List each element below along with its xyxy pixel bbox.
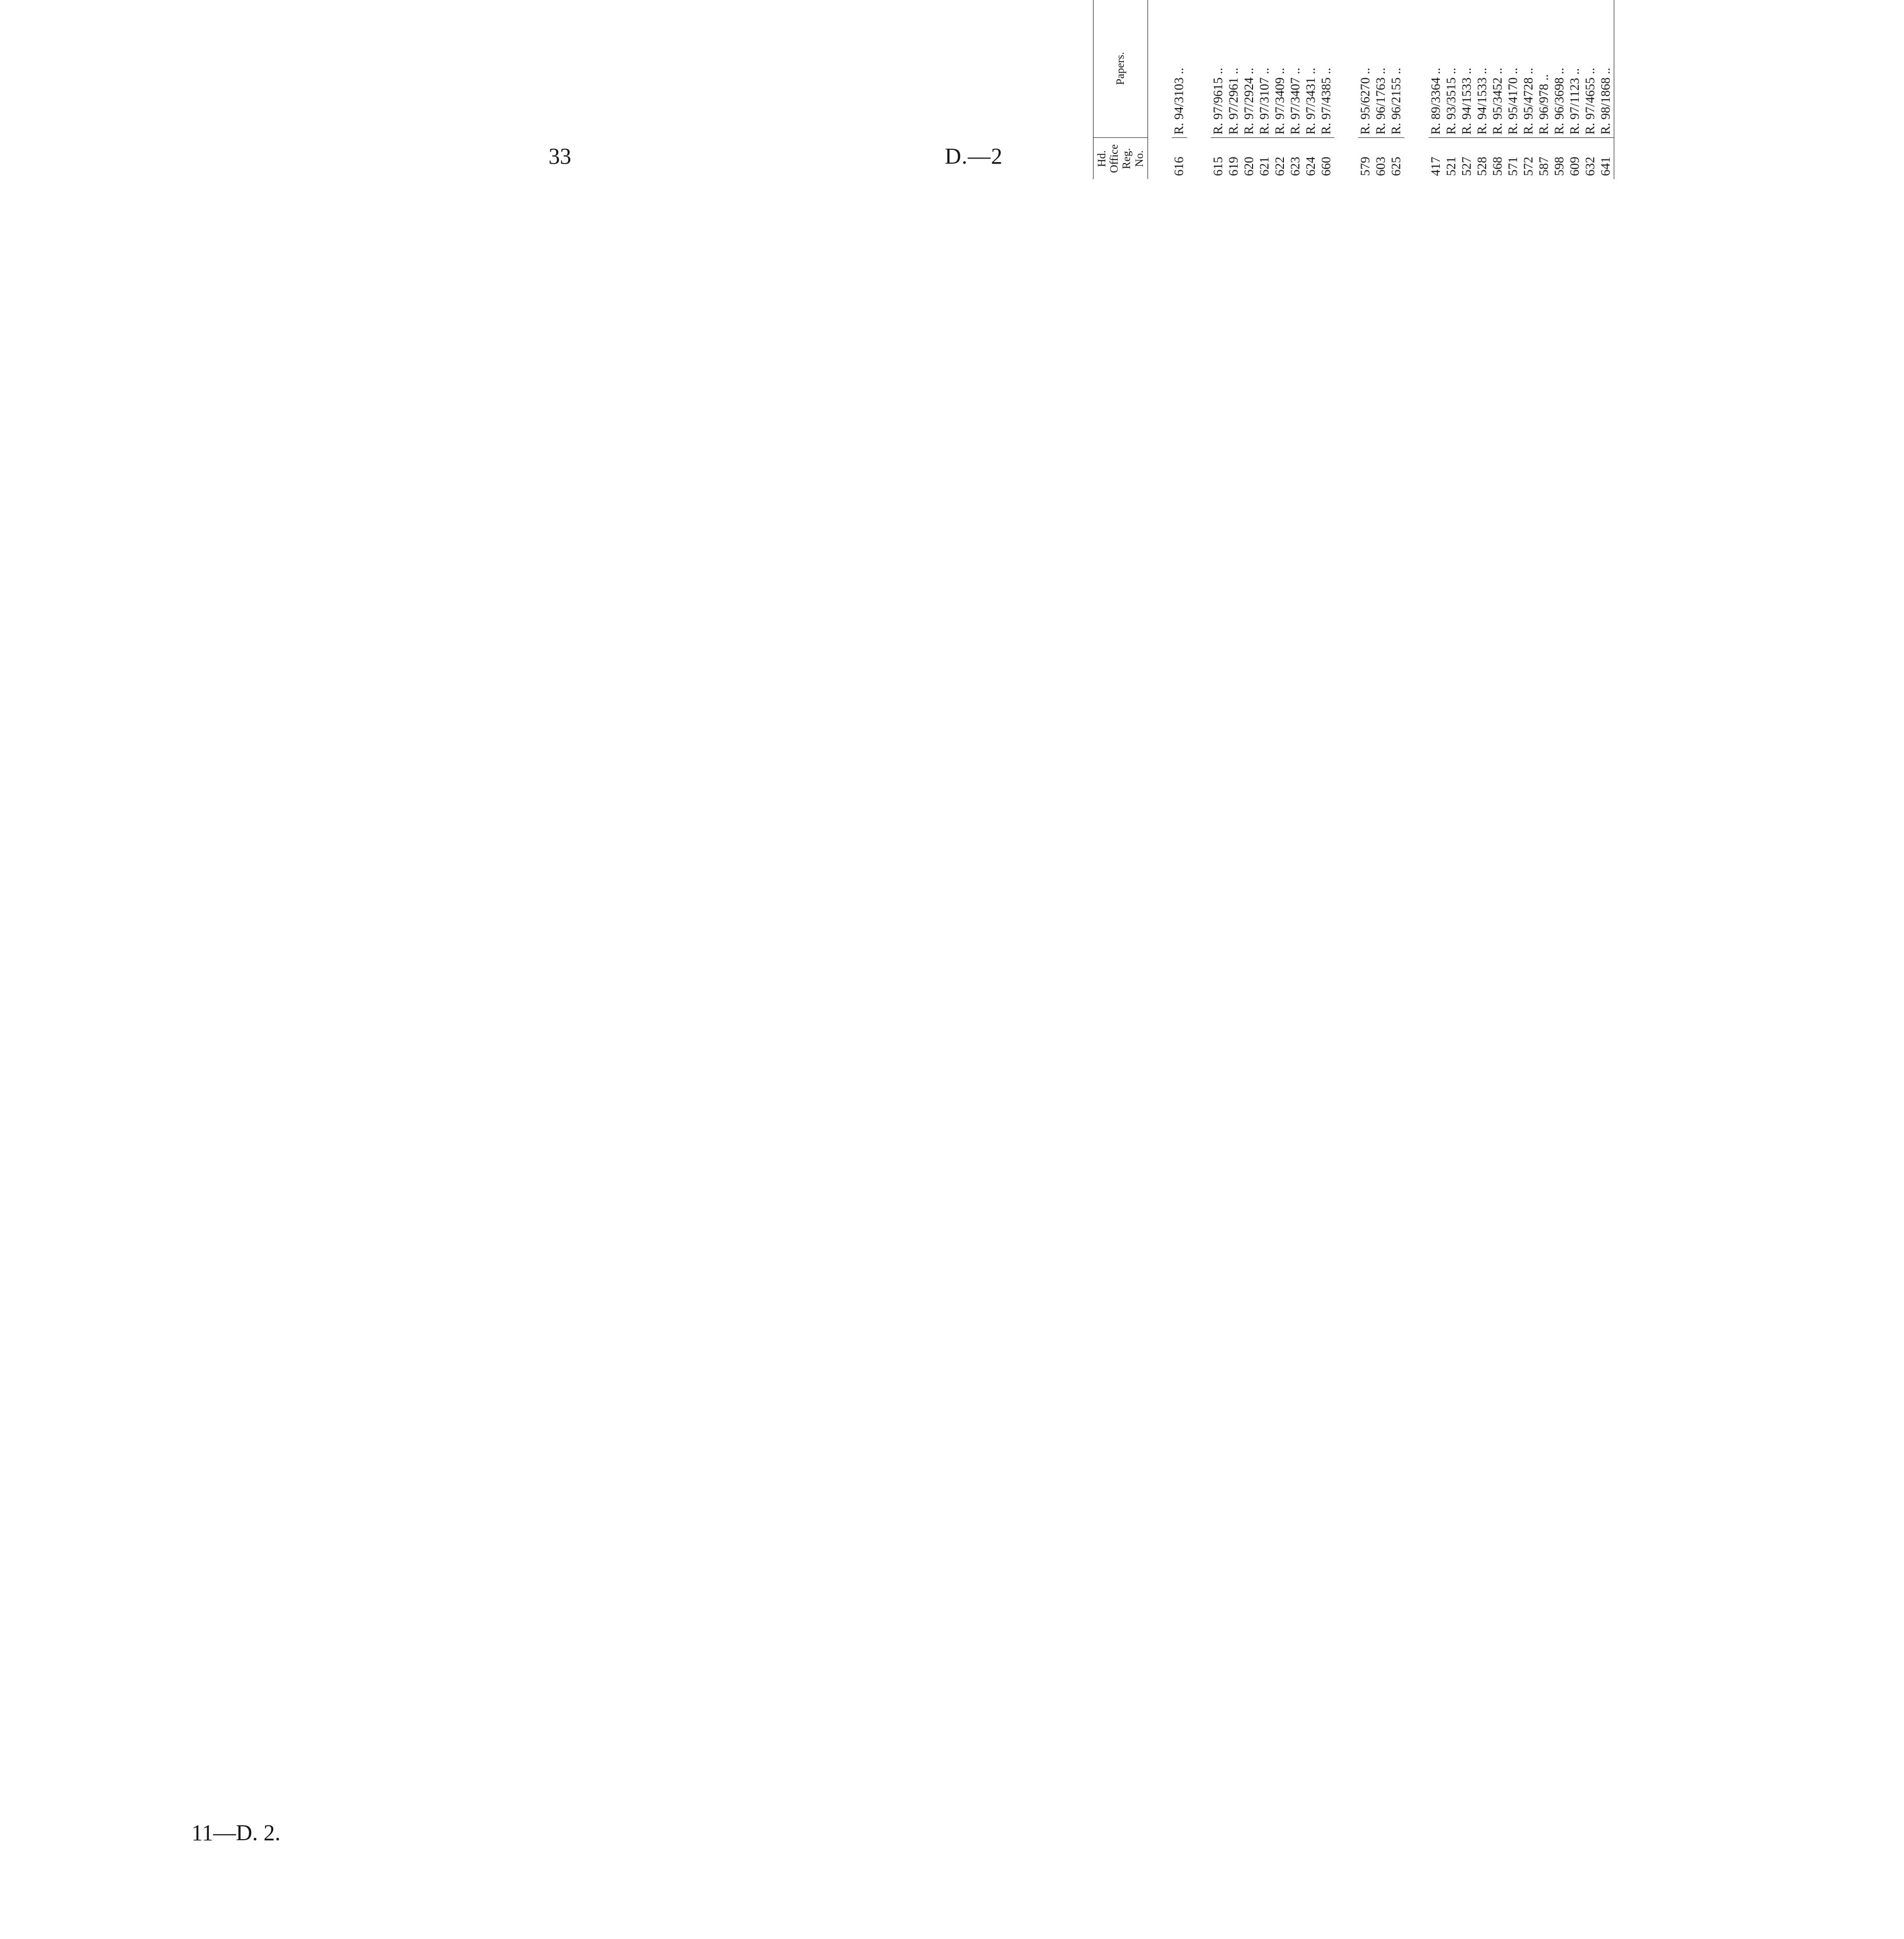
cell-papers: R. 94/1533 .. (1475, 0, 1490, 138)
table-row (1373, 0, 1389, 179)
table-body (1148, 0, 1614, 179)
section-row (1148, 0, 1172, 179)
cell-papers: R. 96/2155 .. (1389, 0, 1404, 138)
cell-papers: R. 94/1533 .. (1459, 0, 1475, 138)
table-row (1552, 0, 1567, 179)
table-row (1226, 0, 1242, 179)
cell-hd-office-reg: 625 (1389, 156, 1404, 176)
cell-papers: R. 98/1868 .. (1598, 0, 1614, 138)
cell-papers: R. 95/6270 .. (1358, 0, 1373, 138)
cell-papers: R. 97/2924 .. (1242, 0, 1257, 138)
cell-hd-office-reg: 587 (1537, 156, 1551, 176)
cell-hd-office-reg: 572 (1521, 156, 1536, 176)
section-title (1187, 0, 1211, 179)
section-row (1404, 0, 1428, 179)
cell-hd-office-reg: 615 (1211, 156, 1226, 176)
cell-papers: R. 96/3698 .. (1552, 0, 1567, 138)
header-papers: Papers. (1094, 0, 1148, 138)
table-row (1583, 0, 1598, 179)
cell-papers: R. 97/3431 .. (1303, 0, 1319, 138)
table-row (1429, 0, 1444, 179)
table-row (1319, 0, 1334, 179)
page-reference: D.—2 (945, 144, 1003, 169)
section-title (1148, 0, 1172, 179)
cell-hd-office-reg: 632 (1583, 156, 1597, 176)
table-row (1389, 0, 1404, 179)
section-row (1187, 0, 1211, 179)
table-row (1506, 0, 1521, 179)
cell-hd-office-reg: 417 (1429, 156, 1443, 176)
table-row (1288, 0, 1303, 179)
cell-papers: R. 95/3452 .. (1490, 0, 1506, 138)
cell-papers: R. 97/1123 .. (1567, 0, 1583, 138)
table-caption (1060, 0, 1085, 179)
cell-hd-office-reg: 624 (1304, 156, 1318, 176)
cell-hd-office-reg: 622 (1273, 156, 1288, 176)
cell-papers: R. 95/4170 .. (1506, 0, 1521, 138)
cell-papers: R. 97/4385 .. (1319, 0, 1334, 138)
cell-hd-office-reg: 641 (1598, 138, 1614, 179)
cell-hd-office-reg: 620 (1242, 156, 1257, 176)
section-title (1404, 0, 1428, 179)
table-row (1211, 0, 1226, 179)
cell-hd-office-reg: 598 (1552, 156, 1566, 176)
header-hd-office-reg: Hd. Office Reg. No. (1094, 138, 1148, 179)
page-number: 33 (549, 144, 571, 169)
table-row (1598, 0, 1614, 179)
table-row (1475, 0, 1490, 179)
cell-hd-office-reg: 528 (1475, 156, 1489, 176)
cell-hd-office-reg: 621 (1258, 156, 1272, 176)
table-row (1358, 0, 1373, 179)
cell-hd-office-reg: 568 (1490, 156, 1505, 176)
cell-papers: R. 97/2961 .. (1226, 0, 1242, 138)
table-row (1490, 0, 1506, 179)
cell-papers: R. 96/978 .. (1537, 0, 1552, 138)
section-row (1334, 0, 1358, 179)
table-row (1459, 0, 1475, 179)
cell-papers: R. 94/3103 .. (1172, 0, 1187, 138)
cell-papers: R. 95/4728 .. (1521, 0, 1537, 138)
cell-papers: R. 97/3409 .. (1273, 0, 1288, 138)
table-row (1444, 0, 1459, 179)
cell-papers: R. 89/3364 .. (1429, 0, 1444, 138)
table-row (1172, 0, 1187, 179)
cell-papers: R. 93/3515 .. (1444, 0, 1459, 138)
cell-hd-office-reg: 521 (1444, 156, 1458, 176)
cell-hd-office-reg: 579 (1359, 156, 1373, 176)
table-row (1537, 0, 1552, 179)
table-row (1273, 0, 1288, 179)
footer-reference: 11—D. 2. (191, 1820, 281, 1845)
cell-papers: R. 96/1763 .. (1373, 0, 1389, 138)
cell-papers: R. 97/3407 .. (1288, 0, 1303, 138)
return-title (1026, 0, 1056, 179)
rotated-table-block (1024, 0, 1904, 179)
cell-papers: R. 97/9615 .. (1211, 0, 1226, 138)
cell-hd-office-reg: 660 (1319, 156, 1334, 176)
cell-papers: R. 97/3107 .. (1257, 0, 1273, 138)
cell-hd-office-reg: 619 (1227, 156, 1241, 176)
footnotes (1618, 0, 1632, 179)
cell-hd-office-reg: 623 (1289, 156, 1303, 176)
cell-hd-office-reg: 603 (1374, 156, 1388, 176)
table-row (1521, 0, 1537, 179)
section-title (1334, 0, 1358, 179)
table-row (1567, 0, 1583, 179)
cell-hd-office-reg: 571 (1506, 156, 1520, 176)
sidings-table (1093, 0, 1614, 179)
cell-papers: R. 97/4655 .. (1583, 0, 1598, 138)
cell-hd-office-reg: 609 (1567, 156, 1582, 176)
table-row (1257, 0, 1273, 179)
cell-hd-office-reg: 527 (1459, 156, 1474, 176)
table-row (1242, 0, 1257, 179)
table-row (1303, 0, 1319, 179)
cell-hd-office-reg: 616 (1172, 156, 1186, 176)
